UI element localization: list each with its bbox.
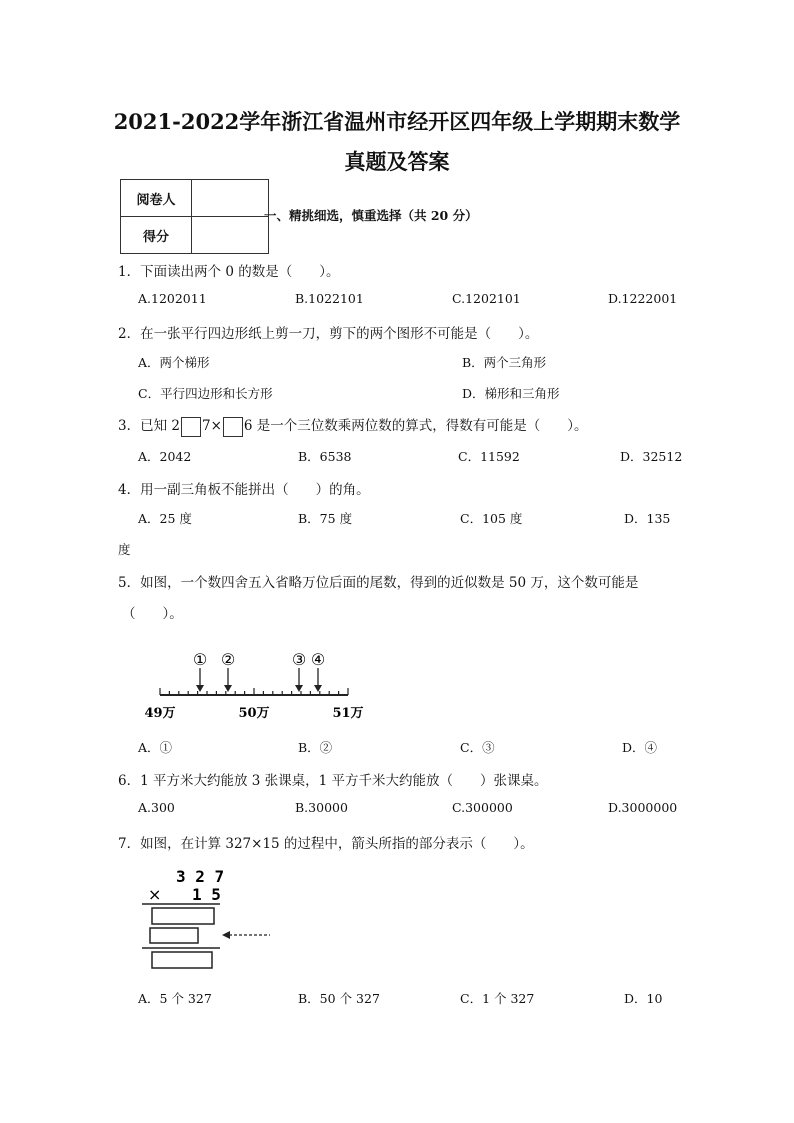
partial-product-2-box bbox=[150, 928, 198, 943]
page-title-line1: 2021-2022学年浙江省温州市经开区四年级上学期期末数学 bbox=[113, 109, 681, 134]
question-6: 6．1 平方米大约能放 3 张课桌，1 平方千米大约能放（ ）张课桌。 bbox=[118, 773, 548, 789]
question-2: 2．在一张平行四边形纸上剪一刀，剪下的两个图形不可能是（ ）。 bbox=[118, 326, 539, 342]
score-label: 得分 bbox=[121, 217, 192, 254]
q3-text-part2: 7× bbox=[201, 418, 222, 434]
q6-option-d[interactable]: D.3000000 bbox=[608, 800, 678, 815]
q5-option-c[interactable]: C．③ bbox=[460, 740, 495, 755]
q1-option-d[interactable]: D.1222001 bbox=[608, 291, 678, 306]
label-49wan: 49万 bbox=[144, 706, 176, 721]
q4-option-a[interactable]: A．25 度 bbox=[138, 511, 192, 526]
question-5-line2: （ ）。 bbox=[122, 606, 183, 622]
q2-option-a[interactable]: A．两个梯形 bbox=[138, 355, 210, 370]
question-4: 4．用一副三角板不能拼出（ ）的角。 bbox=[118, 482, 370, 498]
q3-option-b[interactable]: B．6538 bbox=[298, 449, 352, 464]
q2-option-d[interactable]: D．梯形和三角形 bbox=[462, 386, 560, 401]
q3-option-d[interactable]: D．32512 bbox=[620, 449, 683, 464]
partial-product-1-box bbox=[152, 908, 214, 924]
number-line-figure bbox=[144, 645, 380, 725]
marker-1: ① bbox=[192, 650, 208, 669]
question-7: 7．如图，在计算 327×15 的过程中，箭头所指的部分表示（ ）。 bbox=[118, 836, 534, 852]
q4-option-d[interactable]: D．135 bbox=[624, 511, 671, 526]
section-heading: 一、精挑细选，慎重选择（共 20 分） bbox=[264, 208, 478, 223]
score-cell[interactable] bbox=[192, 217, 269, 254]
q3-option-a[interactable]: A．2042 bbox=[138, 449, 192, 464]
multiplier: 1 5 bbox=[192, 885, 221, 904]
q3-blank-box-1[interactable] bbox=[181, 417, 201, 437]
q5-option-d[interactable]: D．④ bbox=[622, 740, 658, 755]
score-table bbox=[120, 179, 269, 254]
q2-option-b[interactable]: B．两个三角形 bbox=[462, 355, 547, 370]
q7-option-c[interactable]: C．1 个 327 bbox=[460, 991, 535, 1006]
arrow-4-head bbox=[314, 685, 322, 692]
q4-option-d-wrap: 度 bbox=[118, 542, 131, 557]
q1-option-c[interactable]: C.1202101 bbox=[452, 291, 521, 306]
q2-option-c[interactable]: C．平行四边形和长方形 bbox=[138, 386, 273, 401]
question-3 bbox=[118, 414, 588, 437]
reviewer-label: 阅卷人 bbox=[121, 180, 192, 217]
reviewer-cell[interactable] bbox=[192, 180, 269, 217]
q4-option-b[interactable]: B．75 度 bbox=[298, 511, 353, 526]
q4-option-c[interactable]: C．105 度 bbox=[460, 511, 523, 526]
page-title-line2: 真题及答案 bbox=[344, 149, 450, 174]
q1-option-a[interactable]: A.1202011 bbox=[138, 291, 207, 306]
arrow-2-head bbox=[224, 685, 232, 692]
q7-option-d[interactable]: D．10 bbox=[624, 991, 663, 1006]
question-5: 5．如图，一个数四舍五入省略万位后面的尾数，得到的近似数是 50 万，这个数可能是 bbox=[118, 575, 639, 591]
q5-option-a[interactable]: A．① bbox=[138, 740, 173, 755]
marker-4: ④ bbox=[310, 650, 326, 669]
arrow-3-head bbox=[295, 685, 303, 692]
question-1: 1．下面读出两个 0 的数是（ ）。 bbox=[118, 264, 340, 280]
number-line-ticks bbox=[160, 688, 348, 695]
q3-blank-box-2[interactable] bbox=[223, 417, 243, 437]
marker-3: ③ bbox=[291, 650, 307, 669]
arrow-head bbox=[222, 931, 230, 939]
label-50wan: 50万 bbox=[238, 706, 270, 721]
q7-option-b[interactable]: B．50 个 327 bbox=[298, 991, 380, 1006]
q3-text-part3: 6 是一个三位数乘两位数的算式，得数有可能是（ ）。 bbox=[243, 418, 588, 434]
q3-text-part1: 3．已知 2 bbox=[118, 418, 180, 434]
multiplicand: 3 2 7 bbox=[176, 867, 225, 886]
multiplication-figure bbox=[140, 864, 280, 976]
q6-option-a[interactable]: A.300 bbox=[138, 800, 175, 815]
q6-option-b[interactable]: B.30000 bbox=[295, 800, 348, 815]
final-product-box bbox=[152, 952, 212, 968]
times-sign: × bbox=[148, 885, 162, 904]
q6-option-c[interactable]: C.300000 bbox=[452, 800, 513, 815]
arrow-1-head bbox=[196, 685, 204, 692]
q1-option-b[interactable]: B.1022101 bbox=[295, 291, 364, 306]
q7-option-a[interactable]: A．5 个 327 bbox=[138, 991, 212, 1006]
q5-option-b[interactable]: B．② bbox=[298, 740, 333, 755]
marker-2: ② bbox=[220, 650, 236, 669]
q3-option-c[interactable]: C．11592 bbox=[458, 449, 520, 464]
label-51wan: 51万 bbox=[332, 706, 364, 721]
